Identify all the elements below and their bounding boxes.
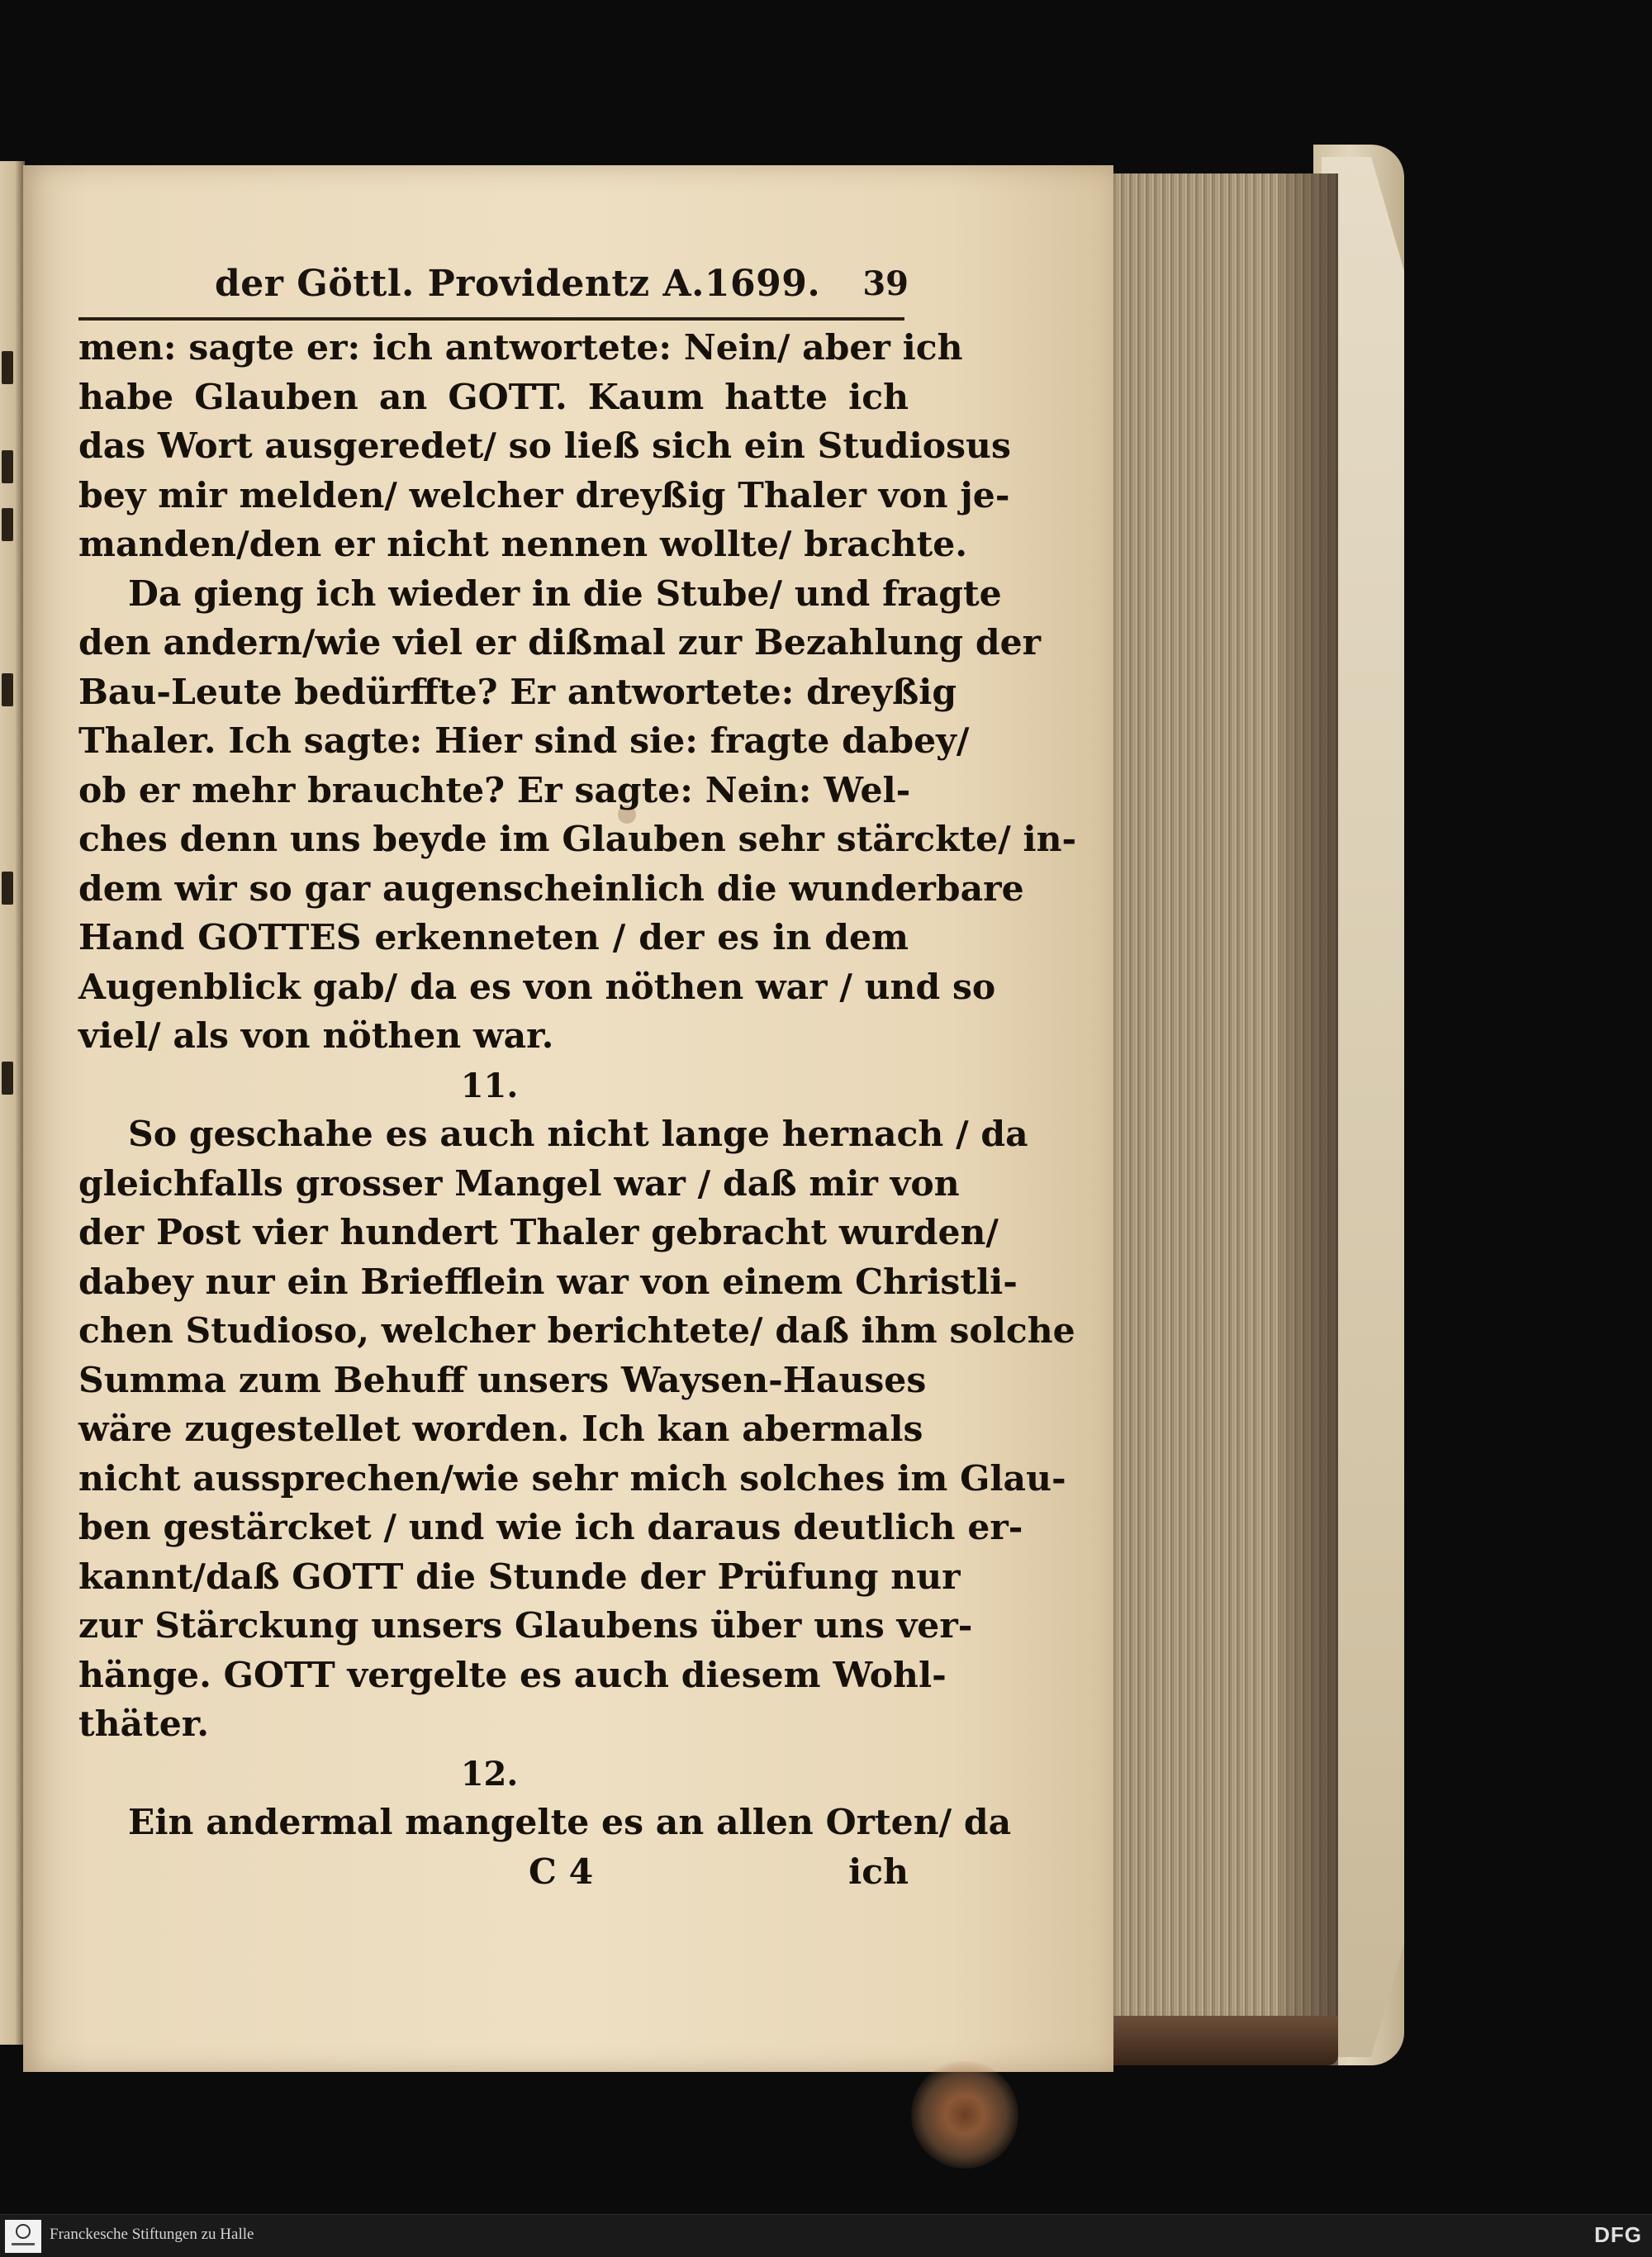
text-line: Da gieng ich wieder in die Stube/ und fragte <box>128 573 1002 615</box>
text-line: gleichfalls grosser Mangel war / daß mir von <box>78 1162 960 1205</box>
text-line: Augenblick gab/ da es von nöthen war / und so <box>78 966 996 1008</box>
header-rule <box>78 317 904 321</box>
facing-page-fragment <box>2 673 13 706</box>
text-line: habe Glauben an GOTT. Kaum hatte ich <box>78 376 909 418</box>
section-number: 11. <box>460 1066 519 1105</box>
page-text <box>78 324 1077 1897</box>
text-line: nicht aussprechen/wie sehr mich solches im Glau- <box>78 1457 1066 1499</box>
text-line: ob er mehr brauchte? Er sagte: Nein: Wel- <box>78 769 911 811</box>
facing-page-fragment <box>2 508 13 541</box>
text-line: viel/ als von nöthen war. <box>78 1015 554 1057</box>
text-line: bey mir melden/ welcher dreyßig Thaler von je- <box>78 474 1010 516</box>
text-line: chen Studioso, welcher berichtete/ daß ihm solche <box>78 1310 1075 1352</box>
text-line: kannt/daß GOTT die Stunde der Prüfung nur <box>78 1556 961 1598</box>
running-head: der Göttl. Providentz A.1699. <box>215 263 821 305</box>
text-line: wäre zugestellet worden. Ich kan abermals <box>78 1409 923 1450</box>
text-line: ches denn uns beyde im Glauben sehr stärckte/ in- <box>78 819 1077 860</box>
institution-name: Franckesche Stiftungen zu Halle <box>50 2226 254 2243</box>
page-block-edges <box>1099 173 1338 2065</box>
text-line: hänge. GOTT vergelte es auch diesem Wohl- <box>78 1654 947 1696</box>
text-line: das Wort ausgeredet/ so ließ sich ein Studiosus <box>78 425 1011 467</box>
page-footer <box>78 1848 909 1898</box>
text-line: thäter. <box>78 1703 210 1745</box>
burn-stain <box>911 2061 1018 2169</box>
section-number: 12. <box>460 1754 519 1794</box>
text-line: den andern/wie viel er dißmal zur Bezahlung der <box>78 622 1042 663</box>
dfg-logo: DFG <box>1594 2222 1642 2247</box>
page-number: 39 <box>862 264 909 303</box>
catchword: ich <box>848 1851 909 1893</box>
page-block-bottom <box>1090 2016 1338 2065</box>
text-line: zur Stärckung unsers Glaubens über uns ver- <box>78 1605 973 1646</box>
text-line: dabey nur ein Briefflein war von einem Christli- <box>78 1261 1018 1303</box>
running-header <box>215 263 909 312</box>
text-line: Ein andermal mangelte es an allen Orten/ da <box>128 1802 1012 1843</box>
text-line: der Post vier hundert Thaler gebracht wurden/ <box>78 1212 999 1253</box>
facing-page-fragment <box>2 351 13 384</box>
text-line: Summa zum Behuff unsers Waysen-Hauses <box>78 1359 927 1401</box>
text-line: ben gestärcket / und wie ich daraus deutlich er- <box>78 1507 1023 1548</box>
text-line: men: sagte er: ich antwortete: Nein/ aber ich <box>78 327 963 368</box>
facing-page-fragment <box>2 450 13 483</box>
facing-page-edge <box>0 161 25 2045</box>
text-line: Bau-Leute bedürffte? Er antwortete: dreyßig <box>78 671 957 713</box>
text-line: dem wir so gar augenscheinlich die wunderbare <box>78 867 1024 910</box>
text-line: So geschahe es auch nicht lange hernach / da <box>128 1114 1028 1155</box>
institution-logo <box>5 2220 41 2253</box>
text-line: manden/den er nicht nennen wollte/ brachte. <box>78 524 968 565</box>
text-line: Thaler. Ich sagte: Hier sind sie: fragte dabey/ <box>78 720 970 762</box>
facing-page-fragment <box>2 872 13 905</box>
signature-mark: C 4 <box>529 1851 594 1893</box>
attribution-bar <box>0 2214 1652 2257</box>
facing-page-fragment <box>2 1062 13 1095</box>
text-line: Hand GOTTES erkenneten / der es in dem <box>78 917 909 958</box>
